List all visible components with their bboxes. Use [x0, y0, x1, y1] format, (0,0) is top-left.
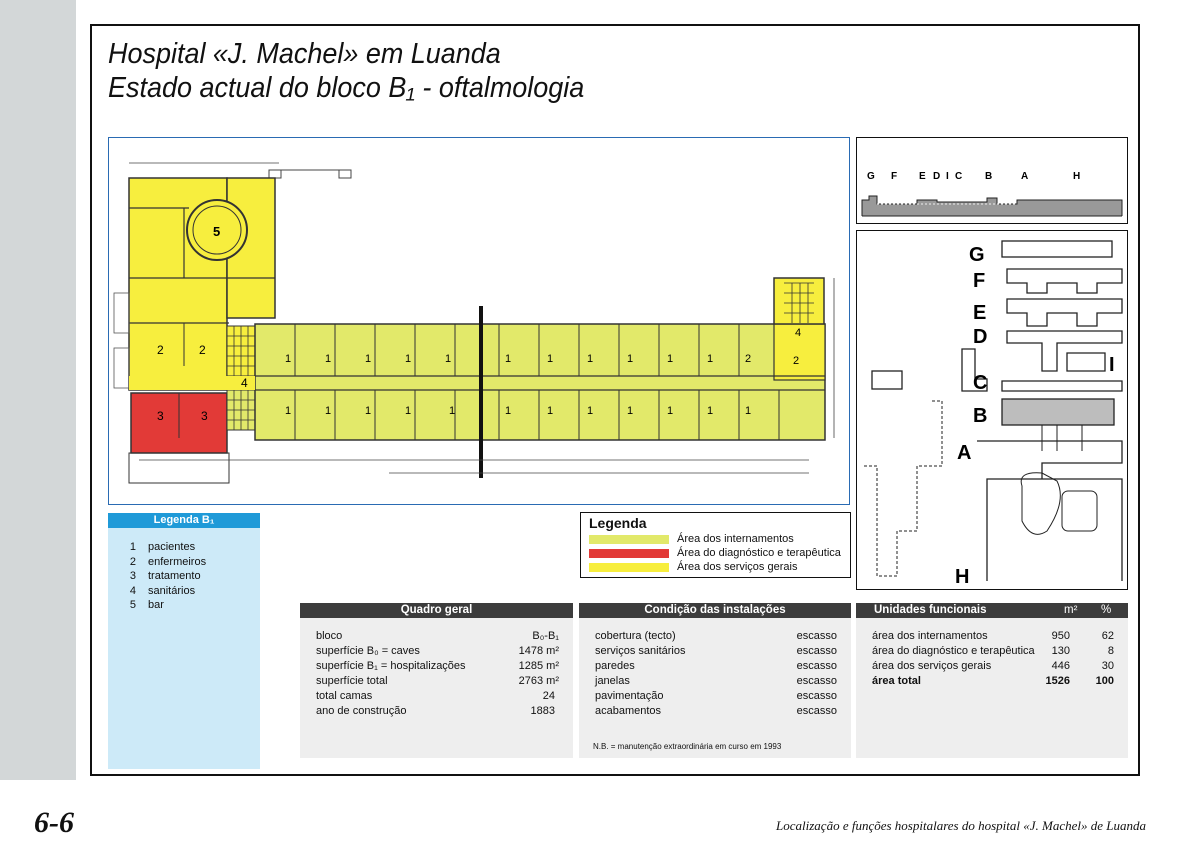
legend-item-internamentos: Área dos internamentos — [589, 533, 794, 545]
legend-swatch — [589, 535, 669, 544]
room-num-top: 1 — [445, 353, 452, 365]
table-row-total: área total 1526 100 — [872, 675, 1114, 687]
room-num-2a: 2 — [157, 343, 164, 357]
unidades-table — [856, 603, 1128, 758]
title-line-1: Hospital «J. Machel» em Luanda — [108, 38, 501, 70]
elev-label-a: A — [1021, 171, 1029, 182]
site-plan — [856, 230, 1128, 590]
room-num-top: 1 — [547, 353, 554, 365]
room-num-top: 1 — [627, 353, 634, 365]
left-grey-band — [0, 0, 76, 780]
room-num-top: 1 — [505, 353, 512, 365]
room-num-2b: 2 — [199, 343, 206, 357]
floor-plan-drawing — [109, 138, 849, 504]
table-row: superfície B₀ = caves 1478 m² — [316, 645, 559, 657]
table-row: superfície total 2763 m² — [316, 675, 559, 687]
elevation-drawing — [856, 137, 1128, 224]
unidades-title: Unidades funcionais — [874, 604, 987, 616]
room-num-top: 1 — [405, 353, 412, 365]
table-row: área do diagnóstico e terapêutica 130 8 — [872, 645, 1114, 657]
legend-b1 — [108, 513, 260, 769]
legend-colors — [580, 512, 851, 578]
room-num-bottom: 1 — [449, 405, 456, 417]
condicao-title: Condição das instalações — [579, 603, 851, 618]
site-label-c: C — [973, 372, 988, 394]
table-row: ano de construção 1883 — [316, 705, 555, 717]
room-num-bottom: 1 — [627, 405, 634, 417]
room-num-top: 1 — [365, 353, 372, 365]
room-num-top: 1 — [285, 353, 292, 365]
site-label-a: A — [957, 442, 972, 464]
table-row: cobertura (tecto) escasso — [595, 630, 837, 642]
room-num-top: 1 — [587, 353, 594, 365]
room-num-bottom: 1 — [587, 405, 594, 417]
room-num-5: 5 — [213, 224, 221, 239]
legend-swatch — [589, 549, 669, 558]
condicao-table — [579, 603, 851, 758]
table-row: total camas 24 — [316, 690, 555, 702]
room-num-bottom: 1 — [365, 405, 372, 417]
table-row: serviços sanitários escasso — [595, 645, 837, 657]
room-num-bottom: 1 — [667, 405, 674, 417]
room-num-bottom: 1 — [745, 405, 752, 417]
table-row: paredes escasso — [595, 660, 837, 672]
elev-label-e: E — [919, 171, 926, 182]
room-num-bottom: 1 — [325, 405, 332, 417]
legend-item-servicos: Área dos serviços gerais — [589, 561, 797, 573]
elev-label-f: F — [891, 171, 898, 182]
room-num-top: 2 — [793, 355, 800, 367]
table-row: superfície B₁ = hospitalizações 1285 m² — [316, 660, 559, 672]
site-label-d: D — [973, 326, 988, 348]
condicao-note: N.B. = manutenção extraordinária em curso em 1993 — [593, 742, 782, 751]
floor-plan — [108, 137, 850, 505]
room-num-top: 2 — [745, 353, 752, 365]
site-label-i: I — [1109, 354, 1115, 376]
site-label-g: G — [969, 244, 985, 266]
elev-label-d: D — [933, 171, 941, 182]
site-plan-svg — [857, 231, 1127, 589]
room-num-top: 1 — [707, 353, 714, 365]
room-num-bottom: 1 — [285, 405, 292, 417]
site-label-h: H — [955, 566, 970, 588]
legend-swatch — [589, 563, 669, 572]
room-num-right-4: 4 — [795, 327, 802, 339]
table-row: área dos internamentos 950 62 — [872, 630, 1114, 642]
elevation-svg — [857, 138, 1127, 223]
room-num-bottom: 1 — [505, 405, 512, 417]
legend-b1-item: 3 tratamento — [129, 570, 201, 582]
legend-title: Legenda — [589, 515, 647, 531]
quadro-geral-title: Quadro geral — [300, 603, 573, 618]
legend-b1-item: 4 sanitários — [129, 584, 196, 597]
legend-item-diagnostico: Área do diagnóstico e terapêutica — [589, 547, 841, 559]
unidades-header — [856, 603, 1128, 618]
col-pct: % — [1101, 604, 1112, 616]
table-row: janelas escasso — [595, 675, 837, 687]
elev-label-i: I — [946, 171, 949, 182]
table-row: área dos serviços gerais 446 30 — [872, 660, 1114, 672]
quadro-geral-table — [300, 603, 573, 758]
legend-b1-item: 1 pacientes — [129, 541, 196, 553]
table-row: pavimentação escasso — [595, 690, 837, 702]
legend-b1-item: 2 enfermeiros — [129, 555, 207, 568]
table-row: bloco B₀-B₁ — [316, 630, 559, 642]
site-label-b: B — [973, 405, 988, 427]
room-num-3b: 3 — [201, 409, 208, 423]
elev-label-h: H — [1073, 171, 1081, 182]
room-num-bottom: 1 — [405, 405, 412, 417]
room-num-4: 4 — [241, 376, 248, 390]
room-num-bottom: 1 — [707, 405, 714, 417]
legend-b1-title: Legenda B₁ — [108, 513, 260, 528]
footer-caption: Localização e funções hospitalares do hospital «J. Machel» de Luanda — [776, 818, 1146, 833]
room-num-top: 1 — [325, 353, 332, 365]
table-row: acabamentos escasso — [595, 705, 837, 717]
room-num-bottom: 1 — [547, 405, 554, 417]
page-number: 6-6 — [34, 806, 74, 839]
room-num-3a: 3 — [157, 409, 164, 423]
site-label-e: E — [973, 302, 987, 324]
legend-b1-item: 5 bar — [129, 599, 164, 611]
elev-label-b: B — [985, 171, 993, 182]
elev-label-g: G — [867, 171, 875, 182]
room-num-top: 1 — [667, 353, 674, 365]
title-line-2: Estado actual do bloco B₁ - oftalmologia — [108, 72, 585, 104]
site-label-f: F — [973, 270, 986, 292]
col-m2: m² — [1064, 604, 1078, 616]
elev-label-c: C — [955, 171, 963, 182]
